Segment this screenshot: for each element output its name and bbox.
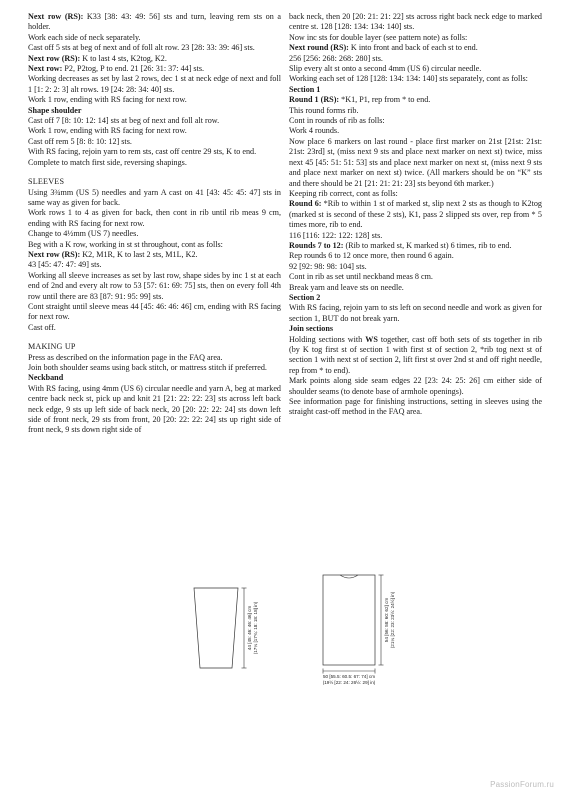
- paragraph: [289, 376, 542, 397]
- paragraph-text: Working all sleeve increases as set by last row, shape sides by inc 1 st at each end of 2nd and every alt row to 53 [57: 61: 69: 75] sts, then on every foll 4th row until there are 83 [87: 91: 95: 99] sts.: [28, 270, 281, 301]
- subheading: Section 2: [289, 292, 321, 302]
- body-outline: [323, 575, 375, 665]
- paragraph-text: together, cast off both sets of sts together in rib (by K tog first st of section 1 with first st of section 2, *rib tog next st of section 1 with next st of section 2, lift first st over 2nd st and off right needle, rep from * to end).: [289, 334, 542, 375]
- instruction-lead: Round 1 (RS):: [289, 95, 340, 105]
- paragraph: [28, 116, 281, 126]
- paragraph-text: 256 [256: 268: 268: 280] sts.: [289, 53, 383, 63]
- paragraph-text: With RS facing, using 4mm (US 6) circular needle and yarn A, beg at marked centre back neck st, pick up and knit 21 [21: 22: 22: 23] sts across left back neck edge, 9 sts up left side of back neck, 20 [20: 22: 22: 24] sts down left side of front neck, 29 sts from front, 20 [20: 22: 22: 24] sts up right side of front neck, 9 sts down right side of: [28, 383, 281, 435]
- paragraph-text: Beg with a K row, working in st st throughout, cont as folls:: [28, 239, 223, 249]
- sleeve-diagram-svg: [186, 582, 266, 692]
- paragraph: [28, 158, 281, 168]
- paragraph-text: Rep rounds 6 to 12 once more, then round 6 again.: [289, 251, 454, 261]
- paragraph: [28, 54, 281, 64]
- section-gap: [28, 333, 281, 342]
- instruction-lead: Next round (RS):: [289, 43, 349, 53]
- paragraph: [28, 126, 281, 136]
- paragraph-text: Working decreases as set by last 2 rows, dec 1 st at neck edge of next and foll 1 [1: 2: 2: 3] alt rows. 19 [24: 28: 34: 40] sts.: [28, 74, 281, 94]
- paragraph-text: (Rib to marked st, K marked st) 6 times, rib to end.: [343, 240, 512, 250]
- paragraph-text: Work 1 row, ending with RS facing for next row.: [28, 126, 187, 136]
- paragraph: [289, 33, 542, 43]
- paragraph-text: Cast off 5 sts at beg of next and of foll alt row. 23 [28: 33: 39: 46] sts.: [28, 43, 255, 53]
- paragraph: [289, 116, 542, 126]
- paragraph: [289, 303, 542, 324]
- paragraph-text: Now inc sts for double layer (see pattern note) as folls:: [289, 32, 468, 42]
- paragraph: [289, 126, 542, 136]
- paragraph-text: K to last 4 sts, K2tog, K2.: [80, 53, 167, 63]
- paragraph-pre: Holding sections with: [289, 334, 366, 344]
- paragraph-text: Keeping rib correct, cont as folls:: [289, 188, 398, 198]
- paragraph: [289, 199, 542, 230]
- paragraph-text: back neck, then 20 [20: 21: 21: 22] sts across right back neck edge to marked centre st. 128 [128: 134: 134: 140] sts.: [289, 12, 542, 32]
- paragraph-text: 116 [116: 122: 122: 128] sts.: [289, 230, 383, 240]
- paragraph-text: Cont straight until sleeve meas 44 [45: 46: 46: 46] cm, ending with RS facing for next row.: [28, 301, 281, 322]
- paragraph-text: 92 [92: 98: 98: 104] sts.: [289, 261, 367, 271]
- paragraph: [28, 137, 281, 147]
- instruction-lead: Next row (RS):: [28, 12, 84, 21]
- paragraph-text: Work 1 row, ending with RS facing for next row.: [28, 95, 187, 105]
- paragraph: [28, 260, 281, 270]
- paragraph-text: Cont in rounds of rib as folls:: [289, 116, 385, 126]
- sleeve-length-cm: 44 [45: 46: 46: 46] cm: [247, 605, 252, 651]
- paragraph: [289, 335, 542, 377]
- paragraph: [28, 33, 281, 43]
- paragraph: [28, 188, 281, 209]
- paragraph: [28, 302, 281, 323]
- body-diagram: [318, 568, 428, 718]
- paragraph: [289, 189, 542, 199]
- paragraph: [28, 363, 281, 373]
- paragraph: [28, 12, 281, 33]
- paragraph-text: Working each set of 128 [128: 134: 134: 140] sts separately, cont as folls:: [289, 74, 528, 84]
- paragraph: [28, 384, 281, 436]
- paragraph: [289, 397, 542, 418]
- instruction-lead: Round 6:: [289, 199, 322, 209]
- instruction-lead: Rounds 7 to 12:: [289, 240, 344, 250]
- instruction-lead: Next row (RS):: [28, 53, 81, 63]
- paragraph: [289, 283, 542, 293]
- paragraph-text: Slip every alt st onto a second 4mm (US 6) circular needle.: [289, 64, 482, 74]
- paragraph-text: K2, M1R, K to last 2 sts, M1L, K2.: [80, 249, 198, 259]
- paragraph-text: P2, P2tog, P to end. 21 [26: 31: 37: 44] sts.: [62, 64, 205, 74]
- paragraph-text: Press as described on the information page in the FAQ area.: [28, 352, 223, 362]
- instruction-lead: Next row (RS):: [28, 249, 81, 259]
- paragraph-text: With RS facing, rejoin yarn to rem sts, cast off centre 29 sts, K to end.: [28, 147, 257, 157]
- paragraph: [28, 208, 281, 229]
- paragraph-text: See information page for finishing instructions, setting in sleeves using the straight cast-off method in the FAQ area.: [289, 397, 542, 417]
- section-heading: SLEEVES: [28, 177, 65, 187]
- paragraph-text: Work rows 1 to 4 as given for back, then cont in rib until rib meas 9 cm, ending with RS facing for next row.: [28, 208, 281, 228]
- paragraph: [28, 240, 281, 250]
- body-width-in: (19½ [22: 24: 26½: 29] in): [322, 680, 376, 685]
- paragraph-text: Cont in rib as set until neckband meas 8 cm.: [289, 272, 433, 282]
- paragraph-text: With RS facing, rejoin yarn to sts left on second needle and work as given for section 1, BUT do not break yarn.: [289, 303, 542, 323]
- paragraph: [289, 241, 542, 251]
- paragraph-text: Cast off rem 5 [8: 8: 10: 12] sts.: [28, 136, 132, 146]
- body-height-in: (21¼ [22: 23: 23½: 24½] in): [390, 591, 395, 649]
- paragraph: [28, 147, 281, 157]
- subheading: Join sections: [289, 324, 334, 334]
- paragraph: [289, 106, 542, 116]
- paragraph-text: Join both shoulder seams using back stitch, or mattress stitch if preferred.: [28, 363, 267, 372]
- paragraph-text: Cast off 7 [8: 10: 12: 14] sts at beg of next and foll alt row.: [28, 116, 220, 126]
- subheading: Shape shoulder: [28, 105, 82, 115]
- sleeve-outline: [194, 588, 238, 668]
- body-diagram-svg: [318, 568, 428, 718]
- paragraph: [28, 95, 281, 105]
- paragraph-text: *K1, P1, rep from * to end.: [339, 95, 431, 105]
- subheading: Neckband: [28, 373, 64, 383]
- paragraph-text: Change to 4½mm (US 7) needles.: [28, 229, 139, 239]
- paragraph-text: Using 3¾mm (US 5) needles and yarn A cast on 41 [43: 45: 45: 47] sts in same way as given for back.: [28, 187, 281, 207]
- paragraph: [28, 250, 281, 260]
- paragraph: [289, 54, 542, 64]
- paragraph: [28, 353, 281, 363]
- right-text-column: [289, 12, 542, 418]
- sleeve-length-in: (17¼ [17¾: 18: 18: 18] in): [253, 601, 258, 655]
- paragraph-text: Now place 6 markers on last round - place first marker on 21st [21st: 21st: 21st: 23rd] st, (miss next 9 sts and place next marker on next st) twice, miss next 45 [45: 51: 51: 53] sts and place next marker on next st, (miss next 9 sts and place next marker on next st) twice. (All markers should be on “K” sts and there should be 21 [21: 21: 21: 23] sts beyond 6th marker.): [289, 136, 542, 188]
- paragraph: [28, 271, 281, 302]
- instruction-lead: Next row:: [28, 64, 63, 74]
- paragraph: [289, 251, 542, 261]
- paragraph: [289, 12, 542, 33]
- paragraph: [289, 64, 542, 74]
- subheading: Section 1: [289, 84, 321, 94]
- paragraph: [28, 229, 281, 239]
- sleeve-diagram: [186, 582, 266, 692]
- body-neckline: [340, 575, 358, 578]
- section-gap: [28, 168, 281, 177]
- paragraph: [289, 262, 542, 272]
- paragraph: [28, 74, 281, 95]
- paragraph: [289, 272, 542, 282]
- paragraph-text: This round forms rib.: [289, 105, 359, 115]
- paragraph-text: 43 [45: 47: 47: 49] sts.: [28, 260, 102, 270]
- paragraph-text: K into front and back of each st to end.: [348, 43, 478, 53]
- paragraph: [289, 43, 542, 53]
- paragraph: [289, 137, 542, 189]
- paragraph: [289, 231, 542, 241]
- left-text-column: [28, 12, 281, 436]
- body-height-cm: 54 [56: 58: 60: 62] cm: [384, 597, 389, 643]
- paragraph-text: Mark points along side seam edges 22 [23: 24: 25: 26] cm either side of shoulder seams (to denote base of armhole openings).: [289, 376, 542, 396]
- paragraph: [28, 43, 281, 53]
- paragraph-text: Work 4 rounds.: [289, 126, 340, 136]
- section-heading: MAKING UP: [28, 342, 76, 352]
- paragraph-text: Complete to match first side, reversing shapings.: [28, 157, 187, 167]
- paragraph-text: Work each side of neck separately.: [28, 32, 141, 42]
- paragraph-text: *Rib to within 1 st of marked st, slip next 2 sts as though to K2tog (marked st is second of these 2 sts), K1, pass 2 slipped sts over, rep from * 5 times more, rib to end.: [289, 199, 542, 230]
- instruction-lead: WS: [365, 334, 378, 344]
- paragraph: [289, 95, 542, 105]
- watermark: PassionForum.ru: [490, 780, 554, 789]
- body-width-cm: 50 [55.5: 60.5: 67: 74] cm: [322, 674, 376, 679]
- paragraph: [28, 323, 281, 333]
- paragraph: [289, 74, 542, 84]
- paragraph-text: K33 [38: 43: 49: 56] sts and turn, leaving rem sts on a holder.: [28, 12, 282, 32]
- paragraph-text: Break yarn and leave sts on needle.: [289, 282, 404, 292]
- paragraph: [28, 64, 281, 74]
- paragraph-text: Cast off.: [28, 322, 56, 332]
